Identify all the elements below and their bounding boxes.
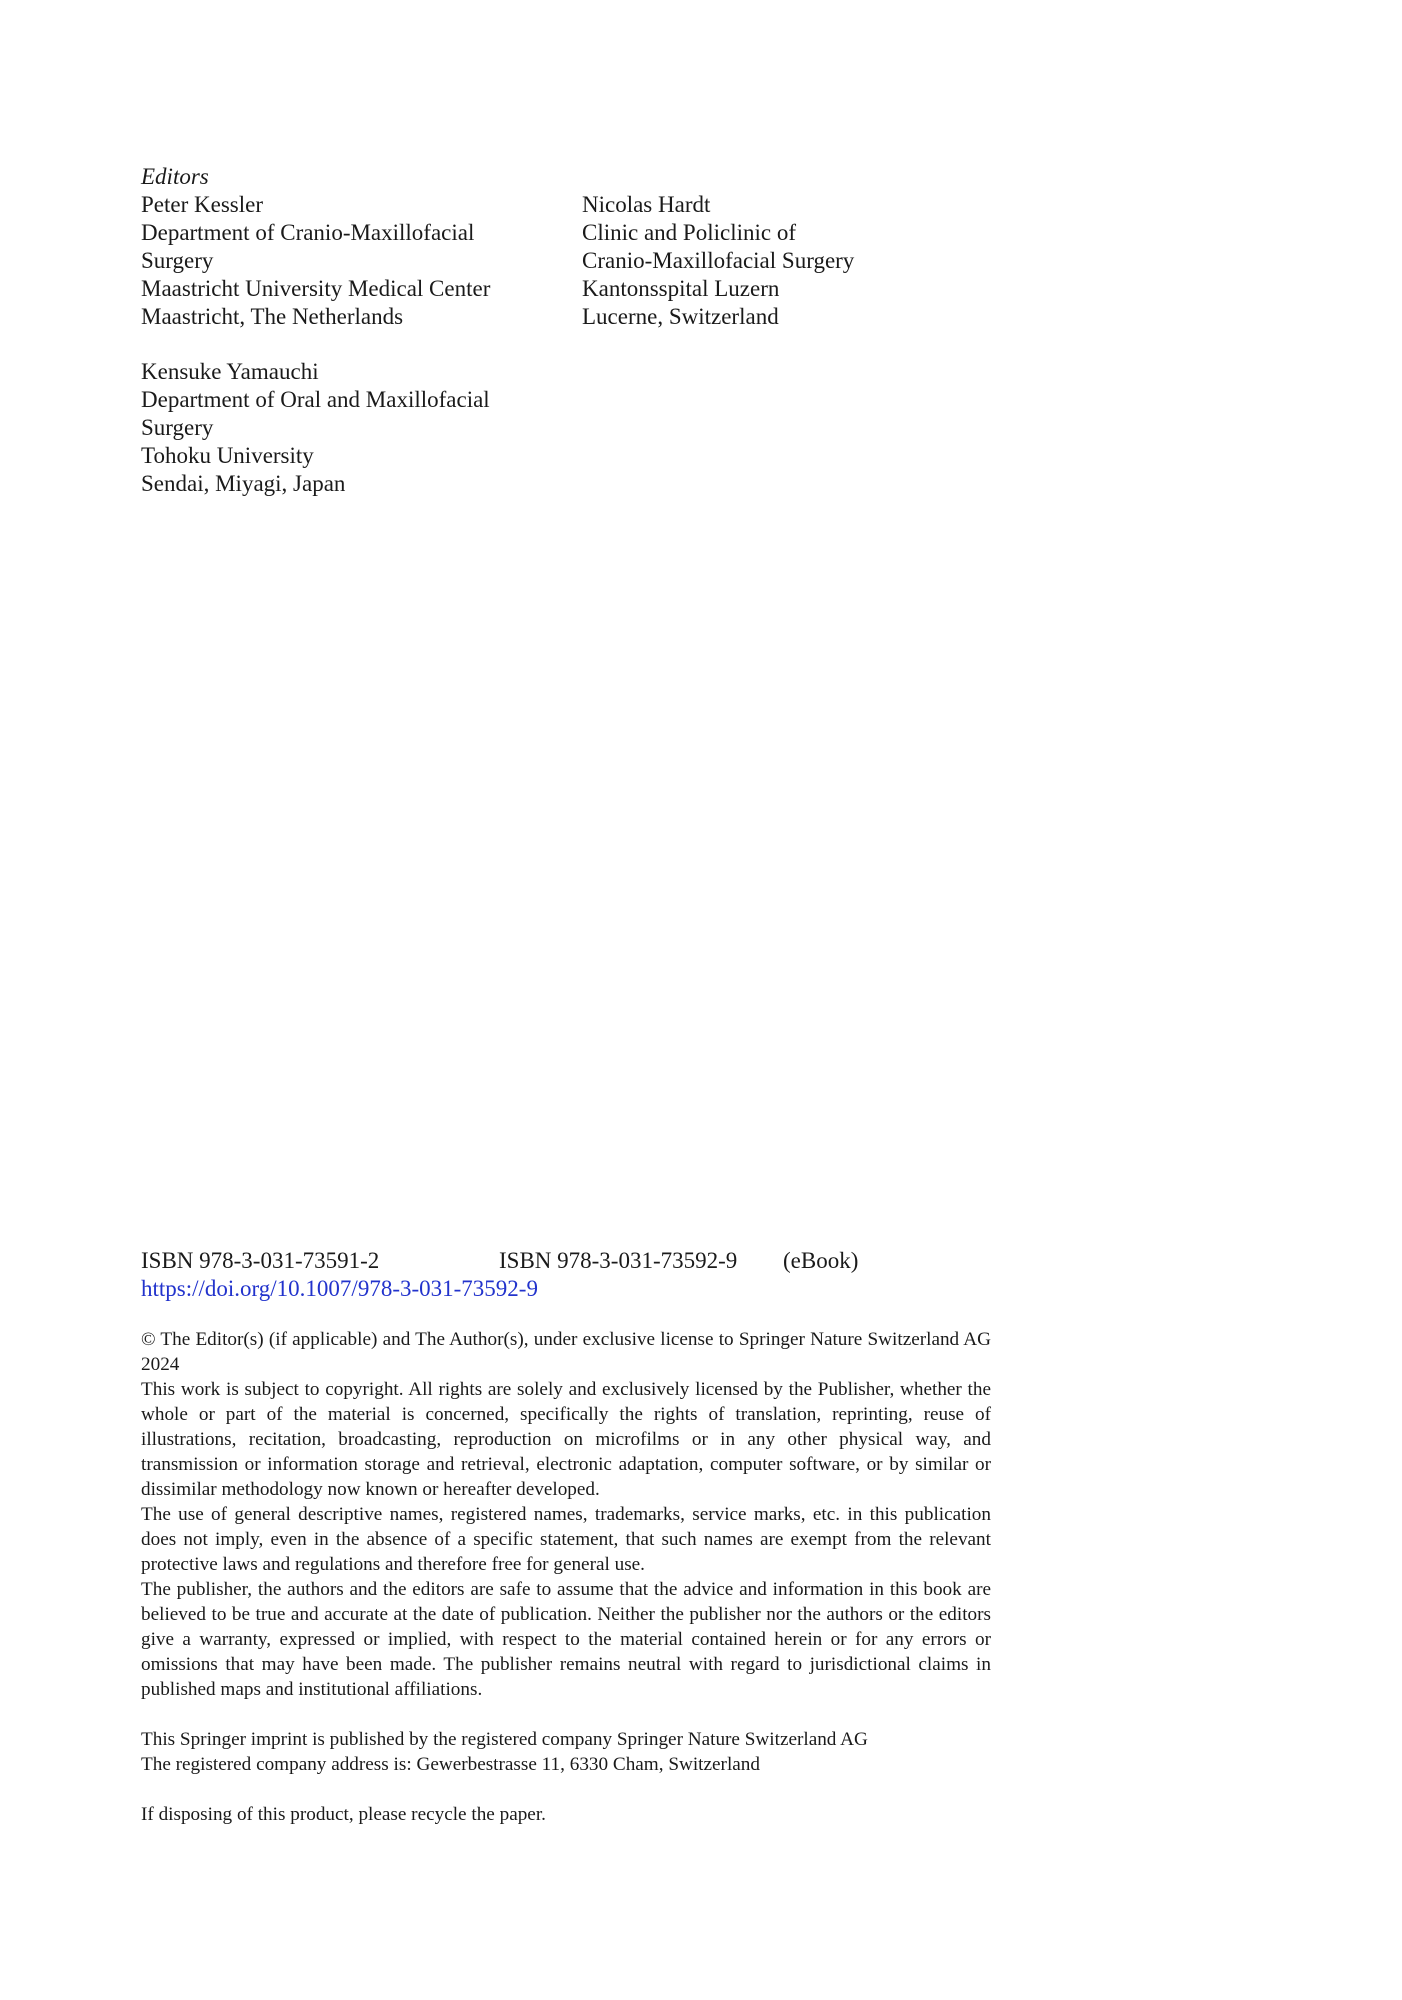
disclaimer-paragraph: The publisher, the authors and the editors are safe to assume that the advice and information in this book are believed to be true and accurate at the date of publication. Neither the publisher nor the authors or the editors give a warranty, expressed or implied, with respect to the material contained herein or for any errors or omissions that may have been made. The publisher remains neutral with regard to jurisdictional claims in published maps and institutional affiliations.	[141, 1579, 991, 1700]
editor-affiliation-line: Lucerne, Switzerland	[582, 304, 779, 329]
editors-label: Editors	[141, 164, 209, 189]
editor-affiliation-line: Department of Oral and Maxillofacial	[141, 387, 490, 412]
legal-notice	[141, 1327, 991, 1702]
editor-peter-kessler	[141, 191, 490, 331]
editor-affiliation-line: Kantonsspital Luzern	[582, 276, 780, 301]
editor-affiliation-line: Clinic and Policlinic of	[582, 220, 796, 245]
isbn-ebook-tag: (eBook)	[783, 1248, 859, 1273]
editor-affiliation-line: Cranio-Maxillofacial Surgery	[582, 248, 855, 273]
editor-affiliation-line: Tohoku University	[141, 443, 314, 468]
isbn-print: ISBN 978-3-031-73591-2	[141, 1248, 380, 1273]
address-line: The registered company address is: Gewerbestrasse 11, 6330 Cham, Switzerland	[141, 1754, 760, 1775]
imprint-block	[141, 1727, 991, 1777]
editor-affiliation-line: Sendai, Miyagi, Japan	[141, 471, 346, 496]
copyright-line: © The Editor(s) (if applicable) and The Author(s), under exclusive license to Springer Nature Switzerland AG 2024	[141, 1329, 991, 1375]
isbn-ebook: ISBN 978-3-031-73592-9	[499, 1248, 738, 1273]
doi-link[interactable]: https://doi.org/10.1007/978-3-031-73592-9	[141, 1276, 538, 1301]
editor-affiliation-line: Department of Cranio-Maxillofacial	[141, 220, 475, 245]
editor-nicolas-hardt	[582, 191, 854, 331]
editor-affiliation-line: Maastricht, The Netherlands	[141, 304, 404, 329]
recycle-note: If disposing of this product, please recycle the paper.	[141, 1804, 546, 1825]
editor-name: Peter Kessler	[141, 192, 263, 217]
editor-kensuke-yamauchi	[141, 358, 490, 498]
editor-name: Nicolas Hardt	[582, 192, 711, 217]
editor-affiliation-line: Surgery	[141, 248, 214, 273]
editor-name: Kensuke Yamauchi	[141, 359, 319, 384]
editor-affiliation-line: Surgery	[141, 415, 214, 440]
names-paragraph: The use of general descriptive names, registered names, trademarks, service marks, etc. in this publication does not imply, even in the absence of a specific statement, that such names are exempt from the relevant protective laws and regulations and therefore free for general use.	[141, 1504, 991, 1575]
editor-affiliation-line: Maastricht University Medical Center	[141, 276, 491, 301]
imprint-line: This Springer imprint is published by the registered company Springer Nature Switzerland AG	[141, 1729, 868, 1750]
rights-paragraph: This work is subject to copyright. All rights are solely and exclusively licensed by the Publisher, whether the whole or part of the material is concerned, specifically the rights of translation, reprinting, reuse of illustrations, recitation, broadcasting, reproduction on microfilms or in any other physical way, and transmission or information storage and retrieval, electronic adaptation, computer software, or by similar or dissimilar methodology now known or hereafter developed.	[141, 1379, 991, 1500]
